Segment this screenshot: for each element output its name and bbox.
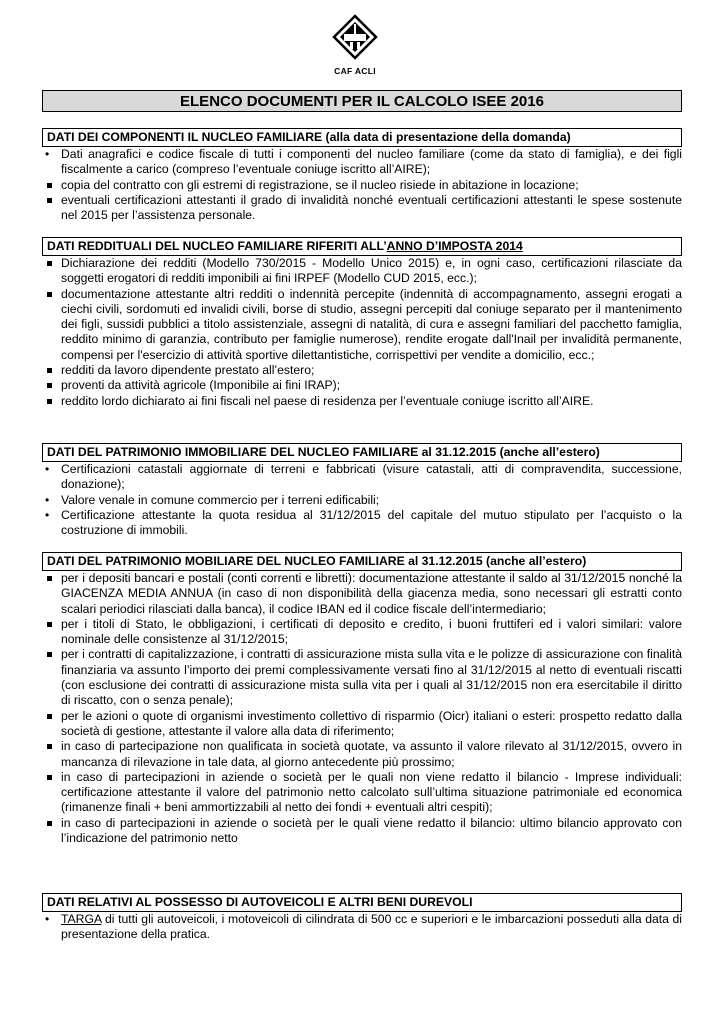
section-autoveicoli bbox=[42, 893, 682, 943]
list-item: in caso di partecipazione non qualificata in società quotate, va assunto il valore rilevato al 31/12/2015, ovvero in mancanza di rilevazione in tale data, al giorno antecedente più prossimo; bbox=[42, 739, 682, 770]
section-heading: DATI RELATIVI AL POSSESSO DI AUTOVEICOLI E ALTRI BENI DUREVOLI bbox=[42, 893, 682, 912]
list-item: redditi da lavoro dipendente prestato all’estero; bbox=[42, 363, 682, 378]
list-item: per i contratti di capitalizzazione, i contratti di assicurazione mista sulla vita e le polizze di assicurazione con finalità finanziaria va assunto l’importo dei premi complessivamente versati fino al 31/12/2015 al netto di eventuali riscatti (con esclusione dei contratti di assicurazione mista sulla vita per i quali al 31/12/2015 non era esercitabile il diritto di riscatto, con o senza penale); bbox=[42, 647, 682, 708]
list-item: per i titoli di Stato, le obbligazioni, i certificati di deposito e credito, i buoni fruttiferi ed i valori similari: valore nominale delle consistenze al 31/12/2015; bbox=[42, 617, 682, 648]
list-item: reddito lordo dichiarato ai fini fiscali nel paese di residenza per l’eventuale coniuge iscritto all’AIRE. bbox=[42, 394, 682, 409]
section-heading bbox=[42, 237, 682, 256]
section-componenti bbox=[42, 128, 682, 223]
list-item: • Valore venale in comune commercio per i terreni edificabili; bbox=[42, 493, 682, 508]
targa-text: di tutti gli autoveicoli, i motoveicoli di cilindrata di 500 cc e superiori e le imbarcazioni posseduti alla data di presentazione della pratica. bbox=[61, 912, 682, 942]
targa-label: TARGA bbox=[61, 912, 102, 926]
list-item: per i depositi bancari e postali (conti correnti e libretti): documentazione attestante il saldo al 31/12/2015 nonché la GIACENZA MEDIA ANNUA (in caso di non disponibilità della giacenza media, sono necessari gli estratti conto scalari periodici rilasciati dalla banca), il codice IBAN ed il codice fiscale dell’intermediario; bbox=[42, 571, 682, 617]
page-title: ELENCO DOCUMENTI PER IL CALCOLO ISEE 2016 bbox=[42, 90, 682, 112]
list-item: • Certificazioni catastali aggiornate di terreni e fabbricati (visure catastali, atti di compravendita, successione, donazione); bbox=[42, 462, 682, 493]
heading-text: DATI DEI COMPONENTI IL NUCLEO FAMILIARE bbox=[47, 130, 323, 144]
list-item: • Dati anagrafici e codice fiscale di tutti i componenti del nucleo familiare (come da stato di famiglia), e dei figli fiscalmente a carico (compreso l’eventuale coniuge iscritto all’AIRE); bbox=[42, 147, 682, 178]
list-item: per le azioni o quote di organismi investimento collettivo di risparmio (Oicr) italiani o esteri: prospetto redatto dalla società di gestione, attestante il valore alla data di riferimento; bbox=[42, 709, 682, 740]
heading-underlined: ANNO D’IMPOSTA 2014 bbox=[386, 239, 523, 253]
section-redditi bbox=[42, 237, 682, 409]
list-item: in caso di partecipazioni in aziende o società per le quali non viene redatto il bilancio - Imprese individuali: certificazione attestante il valore del patrimonio netto calcolato sull’ultima situazione patrimoniale ed economica (rimanenze finali + beni ammortizzabili al netto dei fondi + eventuali altri cespiti); bbox=[42, 770, 682, 816]
list-item: eventuali certificazioni attestanti il grado di invalidità nonché eventuali certificazioni attestanti le spese sostenute nel 2015 per l’assistenza personale. bbox=[42, 193, 682, 224]
list-item: documentazione attestante altri redditi o indennità percepite (indennità di accompagnamento, assegni erogati a ciechi civili, sordomuti ed invalidi civili, borse di studio, assegni percepiti dal coniuge separato per il mantenimento dei figli, sussidi pubblici a titolo assistenziale, assegni di natalità, di cura e assegni familiari del pacchetto famiglia, reddito minimo di garanzia, contributo per famiglie numerose), rendite erogate dall'Inail per invalidità permanente, compensi per l'esercizio di attività sportive dilettantistiche, corrispettivi per vendite a domicilio, ecc.; bbox=[42, 287, 682, 363]
section-patrimonio-mobiliare bbox=[42, 552, 682, 846]
list-item: proventi da attività agricole (Imponibile ai fini IRAP); bbox=[42, 378, 682, 393]
section-heading: DATI DEL PATRIMONIO MOBILIARE DEL NUCLEO FAMILIARE al 31.12.2015 (anche all’estero) bbox=[42, 552, 682, 571]
heading-text: DATI REDDITUALI DEL NUCLEO FAMILIARE RIFERITI ALL’ bbox=[47, 239, 387, 253]
list-item: • Certificazione attestante la quota residua al 31/12/2015 del capitale del mutuo stipulato per l’acquisto o la costruzione di immobili. bbox=[42, 508, 682, 539]
section-heading bbox=[42, 128, 682, 147]
heading-suffix: (alla data di presentazione della domanda) bbox=[322, 130, 571, 144]
list-item: Dichiarazione dei redditi (Modello 730/2015 - Modello Unico 2015) e, in ogni caso, certificazioni rilasciate da soggetti erogatori di redditi imponibili ai fini IRPEF (Modello CUD 2015, ecc.); bbox=[42, 256, 682, 287]
list-item: copia del contratto con gli estremi di registrazione, se il nucleo risiede in abitazione in locazione; bbox=[42, 178, 682, 193]
list-item: in caso di partecipazioni in aziende o società per le quali viene redatto il bilancio: ultimo bilancio approvato con l’indicazione del patrimonio netto bbox=[42, 816, 682, 847]
section-patrimonio-immobiliare bbox=[42, 443, 682, 538]
logo-caption: CAF ACLI bbox=[334, 66, 376, 76]
list-item bbox=[42, 912, 682, 943]
section-heading: DATI DEL PATRIMONIO IMMOBILIARE DEL NUCLEO FAMILIARE al 31.12.2015 (anche all’estero) bbox=[42, 443, 682, 462]
